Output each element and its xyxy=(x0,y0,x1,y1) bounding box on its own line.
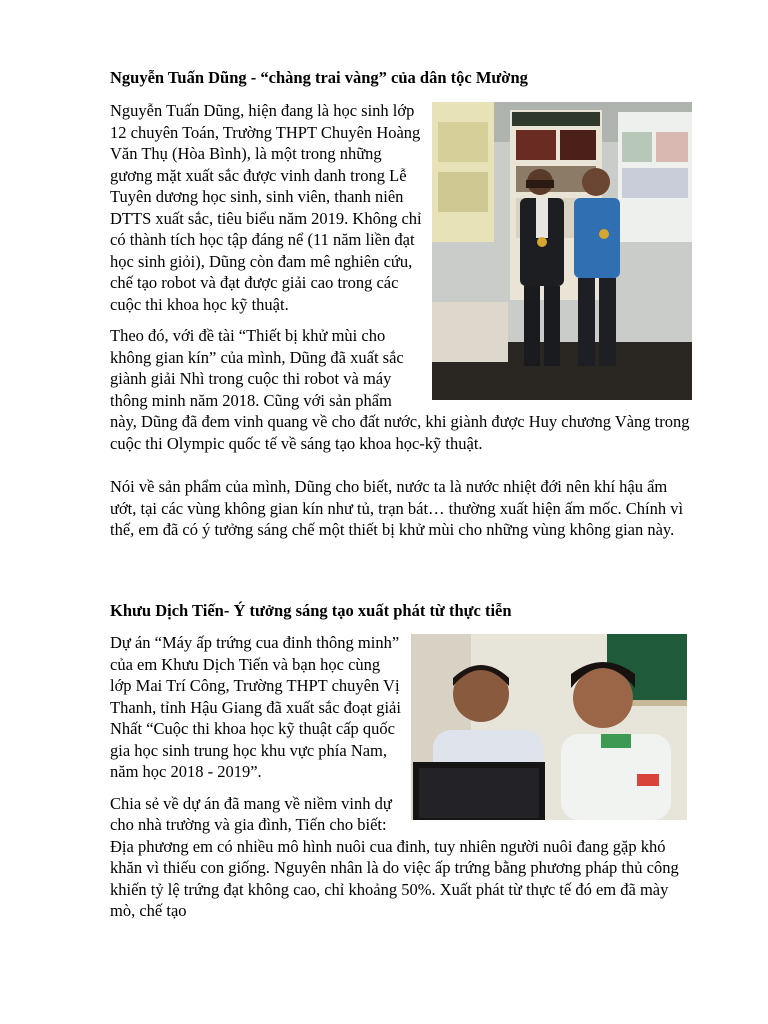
section1-heading: Nguyễn Tuấn Dũng - “chàng trai vàng” của dân tộc Mường xyxy=(110,68,528,87)
section2-body xyxy=(110,632,692,922)
section1-body-continued xyxy=(110,476,692,541)
photo-award-students xyxy=(432,102,692,400)
photo-students-laptop xyxy=(411,634,687,820)
section1-body xyxy=(110,100,692,454)
section2-paragraph-2: Chia sẻ về dự án đã mang về niềm vinh dự cho nhà trường và gia đình, Tiến cho biết: Địa phương em có nhiều mô hình nuôi cua đinh, tuy nhiên người nuôi đang gặp khó khăn vì thiếu con giống. Nguyên nhân là do việc ấp trứng bằng phương pháp thủ công khiến tỷ lệ trứng đạt không cao, chỉ khoảng 50%. Xuất phát từ thực tế đó em đã mày mò, chế tạo xyxy=(110,793,679,920)
section1-paragraph-2: Theo đó, với đề tài “Thiết bị khử mùi cho không gian kín” của mình, Dũng đã xuất sắc giành giải Nhì trong cuộc thi robot và máy thông minh năm 2018. Cũng với sản phẩm này, Dũng đã đem vinh quang về cho đất nước, khi giành được Huy chương Vàng trong cuộc thi Olympic quốc tế về sáng tạo khoa học-kỹ thuật. xyxy=(110,326,690,453)
section1-paragraph-3: Nói về sản phẩm của mình, Dũng cho biết, nước ta là nước nhiệt đới nên khí hậu ẩm ướt, tại các vùng không gian kín như tủ, trạn bát… thường xuất hiện ấm mốc. Chính vì thế, em đã có ý tưởng sáng chế một thiết bị khử mùi cho những vùng không gian này. xyxy=(110,477,684,539)
section1-paragraph-1: Nguyễn Tuấn Dũng, hiện đang là học sinh lớp 12 chuyên Toán, Trường THPT Chuyên Hoàng Văn Thụ (Hòa Bình), là một trong những gương mặt xuất sắc được vinh danh trong Lễ Tuyên dương học sinh, sinh viên, thanh niên DTTS xuất sắc, tiêu biểu năm 2019. Không chỉ có thành tích học tập đáng nể (11 năm liền đạt học sinh giỏi), Dũng còn đam mê nghiên cứu, chế tạo robot và đạt được giải cao trong các cuộc thi khoa học kỹ thuật. xyxy=(110,101,422,314)
section2-heading: Khưu Dịch Tiến- Ý tưởng sáng tạo xuất phát từ thực tiễn xyxy=(110,601,512,620)
section2-paragraph-1: Dự án “Máy ấp trứng cua đinh thông minh” của em Khưu Dịch Tiến và bạn học cùng lớp Mai Trí Công, Trường THPT chuyên Vị Thanh, tỉnh Hậu Giang đã xuất sắc đoạt giải Nhất “Cuộc thi khoa học kỹ thuật cấp quốc gia học sinh trung học khu vực phía Nam, năm học 2018 - 2019”. xyxy=(110,633,401,781)
